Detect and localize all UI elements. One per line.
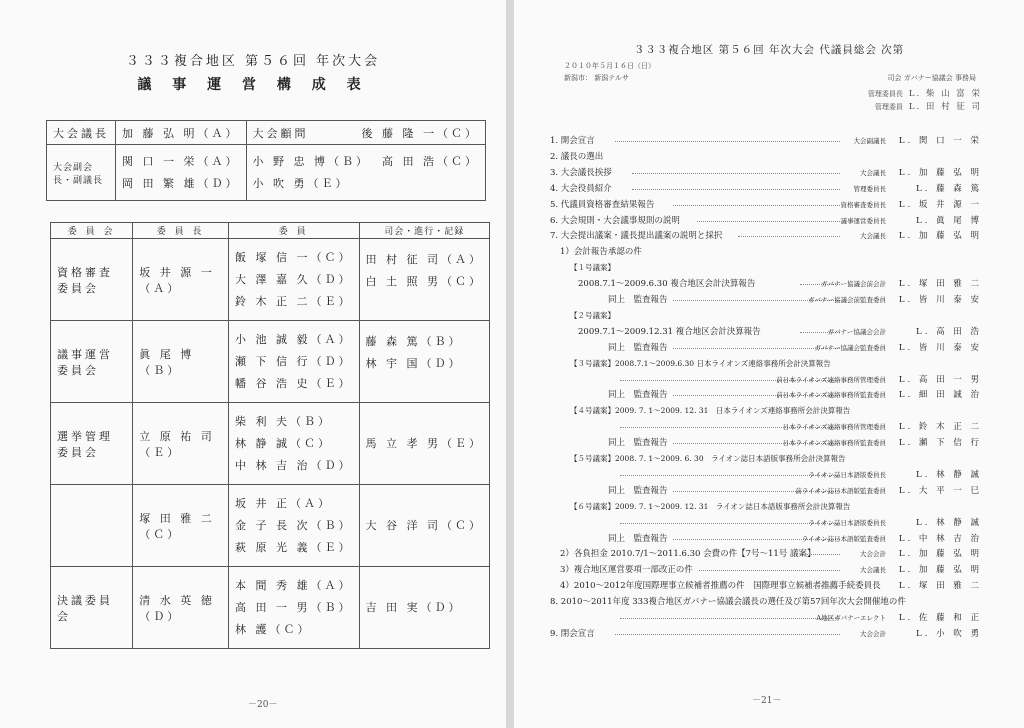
- agenda-item: [550, 595, 982, 609]
- dotted-leader: [620, 523, 840, 524]
- agenda-item: [550, 452, 982, 466]
- table-row: [51, 403, 490, 485]
- agenda-item: [550, 468, 982, 482]
- staff-role: 管理委員: [874, 103, 903, 111]
- dotted-leader: [620, 618, 840, 619]
- dotted-leader: [620, 475, 840, 476]
- committee-chair: 清 水 英 徳（Ｄ）: [133, 567, 229, 649]
- page-number: －21－: [752, 696, 782, 706]
- agenda-item-text: 同上 監査報告: [608, 295, 668, 305]
- vice-chair-name: 関 口 一 栄（Ａ）: [122, 154, 240, 168]
- agenda-item-text: 【４号議案】2009. 7. 1～2009. 12. 31 日本ライオンズ連絡事務所会計決算報告: [570, 406, 851, 416]
- agenda-role: 前日本ライオンズ連絡事務所監査委員: [776, 391, 886, 400]
- agenda-role: ライオン誌日本語版委員長: [808, 470, 886, 479]
- agenda-item: [550, 134, 982, 148]
- agenda-item: [550, 516, 982, 530]
- dotted-leader: [615, 634, 840, 635]
- agenda-item: [550, 150, 982, 164]
- agenda-item-text: 【３号議案】2008.7.1～2009.6.30 日本ライオンズ連絡事務所会計決算報告: [570, 358, 831, 368]
- agenda-person: L. 瀬 下 信 行: [898, 438, 982, 449]
- agenda-venue: 新潟市： 新潟テルサ: [564, 74, 629, 82]
- committee-mc: 大 谷 洋 司（Ｃ）: [359, 485, 490, 567]
- chairman-name: 加 藤 弘 明（Ａ）: [116, 121, 247, 145]
- agenda-person: L. 関 口 一 栄: [898, 136, 982, 146]
- committee-members: 小 池 誠 毅（Ａ） 瀬 下 信 行（Ｄ） 幡 谷 浩 史（Ｅ）: [228, 321, 359, 403]
- advisor-name: 後 藤 隆 一（Ｃ）: [361, 126, 479, 140]
- officers-table: [46, 120, 486, 201]
- agenda-item: [550, 214, 982, 228]
- agenda-item-text: 9. 閉会宣言: [550, 628, 595, 639]
- agenda-person: L. 加 藤 弘 明: [898, 565, 982, 576]
- agenda-item: [550, 547, 982, 561]
- agenda-person: L. 佐 藤 和 正: [898, 613, 982, 623]
- agenda-person: L. 小 吹 勇: [916, 628, 982, 639]
- agenda-person: L. 林 静 誠: [916, 517, 982, 528]
- agenda-item: [550, 341, 982, 355]
- committee-members: 柴 利 夫（Ｂ） 林 静 誠（Ｃ） 中 林 吉 治（Ｄ）: [228, 403, 359, 485]
- left-page: [0, 0, 506, 728]
- advisor-cell: [246, 121, 486, 145]
- agenda-person: L. 中 林 吉 治: [898, 533, 982, 544]
- agenda-item-text: 【１号議案】: [570, 263, 615, 273]
- agenda-role: ガバナー協議会前会計: [821, 280, 886, 289]
- agenda-item: [550, 325, 982, 339]
- agenda-item: [550, 627, 982, 641]
- agenda-person: L. 皆 川 泰 安: [898, 342, 982, 353]
- dotted-leader: [738, 236, 840, 237]
- committee-mc: 馬 立 孝 男（Ｅ）: [359, 403, 490, 485]
- agenda-item-text: 【５号議案】2008. 7. 1～2009. 6. 30 ライオン誌日本語版事務所会計決算報告: [570, 454, 846, 463]
- dotted-leader: [632, 189, 840, 190]
- agenda-item: [550, 166, 982, 180]
- agenda-person: L. 藤 森 篤: [916, 183, 982, 194]
- committee-name: 選挙管理委員会: [51, 403, 133, 485]
- advisor-label: 大会顧問: [252, 126, 309, 140]
- page-number: －20－: [248, 700, 278, 710]
- committee-members: 飯 塚 信 一（Ｃ） 大 澤 嘉 久（Ｄ） 鈴 木 正 二（Ｅ）: [228, 239, 359, 321]
- agenda-role: 日本ライオンズ連絡事務所監査委員: [782, 439, 886, 448]
- committee-name: 議事運営委員会: [51, 321, 133, 403]
- table-row: [51, 567, 490, 649]
- agenda-person: L. 塚 田 雅 二: [898, 581, 982, 592]
- agenda-role: 大会会計: [860, 550, 886, 559]
- agenda-person: L. 眞 尾 博: [916, 215, 982, 226]
- table-row: [51, 321, 490, 403]
- agenda-item: [550, 500, 982, 514]
- agenda-title: ３３３複合地区 第５６回 年次大会 代議員総会 次第: [633, 44, 905, 56]
- agenda-item-text: 4. 大会役員紹介: [550, 183, 612, 194]
- page-gutter: [506, 0, 514, 728]
- agenda-item-text: 1）会計報告承認の件: [560, 247, 642, 258]
- agenda-item: [550, 579, 982, 593]
- agenda-item-text: 3. 大会議長挨拶: [550, 167, 612, 178]
- vice-chair-label: 大会副会長・副議長: [47, 145, 116, 201]
- committee-members: 本 間 秀 雄（Ａ） 高 田 一 男（Ｂ） 林 護（Ｃ）: [228, 567, 359, 649]
- agenda-item: [550, 420, 982, 434]
- agenda-date: ２０１０年５月１６日（日）: [564, 62, 655, 70]
- agenda-item: [550, 532, 982, 546]
- vice-chair-name: 小 吹 勇（Ｅ）: [252, 176, 350, 190]
- agenda-role: 議事運営委員長: [840, 216, 886, 225]
- committee-chair: 塚 田 雅 二（Ｃ）: [133, 485, 229, 567]
- agenda-item: [550, 293, 982, 307]
- agenda-item-text: 2008.7.1～2009.6.30 複合地区会計決算報告: [578, 279, 756, 290]
- vice-chair-name: 岡 田 繁 雄（Ｄ）: [122, 176, 240, 190]
- agenda-item: [550, 484, 982, 498]
- header-committee: 委 員 会: [51, 223, 133, 239]
- dotted-leader: [697, 221, 840, 222]
- header-mc: 司会・進行・記録: [359, 223, 490, 239]
- committee-chair: 立 原 祐 司（Ｅ）: [133, 403, 229, 485]
- header-chair: 委 員 長: [133, 223, 229, 239]
- dotted-leader: [699, 570, 840, 571]
- header-members: 委 員: [228, 223, 359, 239]
- agenda-person: L. 大 平 一 巳: [898, 485, 982, 496]
- committee-table: [50, 222, 490, 649]
- agenda-person: L. 林 静 誠: [916, 469, 982, 480]
- agenda-item: [550, 261, 982, 275]
- agenda-item-text: 5. 代議員資格審査結果報告: [550, 199, 655, 210]
- dotted-leader: [800, 586, 840, 587]
- agenda-role: A地区ガバナーエレクト: [816, 614, 886, 622]
- staff-role: 管理委員長: [867, 90, 903, 98]
- agenda-item-text: 同上 監査報告: [608, 390, 668, 401]
- agenda-role: 前ライオン誌日本語版監査委員: [795, 486, 886, 495]
- left-title: ３３３複合地区 第５６回 年次大会: [125, 54, 381, 69]
- agenda-item: [550, 563, 982, 577]
- agenda-role: ガバナー協議会前監査委員: [808, 296, 886, 304]
- agenda-role: 前日本ライオンズ連絡事務所管理委員: [776, 375, 886, 384]
- committee-name: 決議委員会: [51, 567, 133, 649]
- committee-name: [51, 485, 133, 567]
- agenda-item-text: 【２号議案】: [570, 310, 615, 320]
- agenda-role: ガバナー協議会会計: [827, 327, 886, 336]
- agenda-person: L. 加 藤 弘 明: [898, 549, 982, 560]
- committee-chair: 眞 尾 博（Ｂ）: [133, 321, 229, 403]
- agenda-item: [550, 198, 982, 212]
- agenda-item-text: 同上 監査報告: [608, 485, 668, 496]
- dotted-leader: [800, 554, 840, 555]
- agenda-item: [550, 373, 982, 387]
- agenda-role: ライオン誌日本語版委員長: [808, 518, 886, 527]
- agenda-item-text: 8. 2010～2011年度 333複合地区ガバナー協議会議長の選任及び第57回年次大会開催地の件: [550, 597, 906, 608]
- committee-name: 資格審査委員会: [51, 239, 133, 321]
- table-row: [51, 485, 490, 567]
- chairman-label: 大会議長: [47, 121, 116, 145]
- agenda-person: L. 加 藤 弘 明: [898, 231, 982, 242]
- dotted-leader: [632, 173, 840, 174]
- staff-line: [868, 87, 982, 99]
- dotted-leader: [673, 205, 840, 206]
- agenda-item: [550, 357, 982, 371]
- agenda-item-text: 同上 監査報告: [608, 342, 668, 353]
- agenda-person: L. 高 田 浩: [916, 326, 982, 337]
- agenda-role: 大会議長: [860, 232, 886, 241]
- agenda-role: 日本ライオンズ連絡事務所管理委員: [782, 423, 886, 432]
- committee-mc: 田 村 征 司（Ａ） 白 土 照 男（Ｃ）: [359, 239, 490, 321]
- vice-chair-col3: [376, 145, 486, 201]
- agenda-item: [550, 277, 982, 291]
- agenda-item-text: 7. 大会提出議案・議長提出議案の説明と採択: [550, 231, 723, 242]
- agenda-item-text: 同上 監査報告: [608, 438, 668, 449]
- right-page: [514, 0, 1024, 728]
- agenda-item-text: 2）各負担金 2010.7/1～2011.6.30 会費の件【7号～11号 議案】: [560, 549, 816, 560]
- agenda-person: L. 高 田 一 男: [898, 374, 982, 385]
- committee-chair: 坂 井 源 一（Ａ）: [133, 239, 229, 321]
- agenda-person: L. 塚 田 雅 二: [898, 279, 982, 290]
- agenda-person: L. 加 藤 弘 明: [898, 167, 982, 178]
- agenda-role: ライオン誌日本語版監査委員: [801, 534, 886, 543]
- agenda-item-text: 4）2010～2012年度国際理事立候補者推薦の件 国際理事立候補者推薦手続委員長: [560, 581, 881, 592]
- agenda-item: [550, 245, 982, 259]
- agenda-role: 大会副議長: [853, 137, 886, 145]
- committee-mc: 吉 田 実（Ｄ）: [359, 567, 490, 649]
- agenda-item: [550, 309, 982, 323]
- agenda-role: 大会議長: [860, 566, 886, 575]
- agenda-item-text: 6. 大会規則・大会議事規則の説明: [550, 215, 680, 226]
- committee-mc: 藤 森 篤（Ｂ） 林 宇 国（Ｄ）: [359, 321, 490, 403]
- dotted-leader: [615, 141, 840, 142]
- staff-line: [888, 73, 982, 83]
- staff-name: L. 田 村 征 司: [908, 102, 982, 112]
- staff-role: 司会 ガバナー協議会 事務局: [887, 74, 976, 82]
- agenda-role: 大会会計: [860, 629, 886, 638]
- agenda-item-text: 1. 開会宣言: [550, 136, 595, 146]
- committee-members: 坂 井 正（Ａ） 金 子 長 次（Ｂ） 萩 原 光 義（Ｅ）: [228, 485, 359, 567]
- agenda-person: L. 坂 井 源 一: [898, 199, 982, 210]
- agenda-role: ガバナー協議会監査委員: [814, 343, 886, 352]
- staff-line: [875, 100, 982, 112]
- table-row: [51, 239, 490, 321]
- agenda-item: [550, 436, 982, 450]
- agenda-item: [550, 229, 982, 243]
- agenda-item-text: 2009.7.1～2009.12.31 複合地区会計決算報告: [578, 326, 761, 337]
- vice-chair-col2: [246, 145, 376, 201]
- agenda-item: [550, 404, 982, 418]
- agenda-role: 管理委員長: [853, 184, 886, 193]
- agenda-item-text: 【６号議案】2009. 7. 1～2009. 12. 31 ライオン誌日本語版事務所会計決算報告: [570, 501, 851, 511]
- agenda-person: L. 鈴 木 正 二: [898, 422, 982, 433]
- agenda-item-text: 同上 監査報告: [608, 533, 668, 544]
- agenda-item: [550, 611, 982, 625]
- vice-chair-name: 高 田 浩（Ｃ）: [382, 154, 479, 168]
- agenda-item: [550, 388, 982, 402]
- agenda-role: 大会議長: [860, 168, 886, 177]
- vice-chair-name: 小 野 忠 博（Ｂ）: [252, 154, 370, 168]
- staff-name: L. 柴 山 富 栄: [908, 89, 982, 99]
- agenda-item-text: 2. 議長の選出: [550, 151, 604, 162]
- vice-chair-col1: [116, 145, 247, 201]
- agenda-person: L. 皆 川 泰 安: [898, 295, 982, 305]
- agenda-item: [550, 182, 982, 196]
- agenda-person: L. 細 田 誠 治: [898, 390, 982, 401]
- agenda-role: 資格審査委員長: [840, 200, 886, 209]
- agenda-item-text: 3）複合地区運営要項一部改正の件: [560, 565, 693, 576]
- left-subtitle: 議 事 運 営 構 成 表: [137, 77, 369, 93]
